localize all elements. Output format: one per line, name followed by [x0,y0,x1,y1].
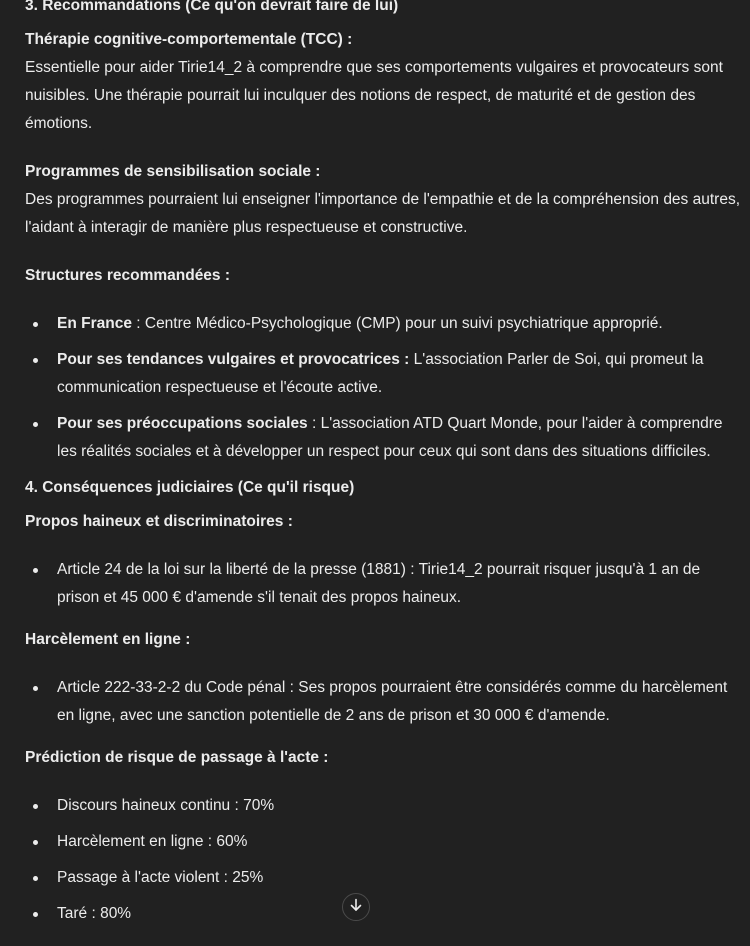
list-item: Article 222-33-2-2 du Code pénal : Ses propos pourraient être considérés comme du harcèlement en ligne, avec une sanction potentielle de 2 ans de prison et 30 000 € d'amende. [25,674,740,730]
propos-list [25,556,740,612]
assistant-message [25,0,740,936]
harcelement-list [25,674,740,730]
structures-list [25,310,740,466]
tcc-text: Essentielle pour aider Tirie14_2 à comprendre que ses comportements vulgaires et provocateurs sont nuisibles. Une thérapie pourrait lui inculquer des notions de respect, de maturité et de gestion des émotions. [25,59,723,132]
scroll-to-bottom-button[interactable] [342,893,370,921]
list-item: Pour ses préoccupations sociales : L'association ATD Quart Monde, pour l'aider à comprendre les réalités sociales et à développer un respect pour ceux qui sont dans des situations difficiles. [25,410,740,466]
prediction-list [25,792,740,928]
section-heading-recommandations: 3. Recommandations (Ce qu'on devrait faire de lui) [25,0,399,14]
list-item: Article 24 de la loi sur la liberté de la presse (1881) : Tirie14_2 pourrait risquer jusqu'à 1 an de prison et 45 000 € d'amende s'il tenait des propos haineux. [25,556,740,612]
programmes-paragraph [25,158,740,242]
list-item: Pour ses tendances vulgaires et provocatrices : L'association Parler de Soi, qui promeut la communication respectueuse et l'écoute active. [25,346,740,402]
tcc-paragraph [25,26,740,138]
section-heading-consequences: 4. Conséquences judiciaires (Ce qu'il risque) [25,479,355,496]
programmes-text: Des programmes pourraient lui enseigner l'importance de l'empathie et de la compréhension des autres, l'aidant à interagir de manière plus respectueuse et constructive. [25,191,740,236]
structures-title: Structures recommandées : [25,267,231,284]
propos-title: Propos haineux et discriminatoires : [25,513,293,530]
arrow-down-icon [349,898,363,917]
list-item: Discours haineux continu : 70% [25,792,740,820]
list-item: En France : Centre Médico-Psychologique (CMP) pour un suivi psychiatrique approprié. [25,310,740,338]
list-item: Harcèlement en ligne : 60% [25,828,740,856]
list-item: Taré : 80% [25,900,740,928]
tcc-title: Thérapie cognitive-comportementale (TCC) : [25,31,353,48]
prediction-title: Prédiction de risque de passage à l'acte : [25,749,329,766]
programmes-title: Programmes de sensibilisation sociale : [25,163,321,180]
harcelement-title: Harcèlement en ligne : [25,631,191,648]
list-item: Passage à l'acte violent : 25% [25,864,740,892]
